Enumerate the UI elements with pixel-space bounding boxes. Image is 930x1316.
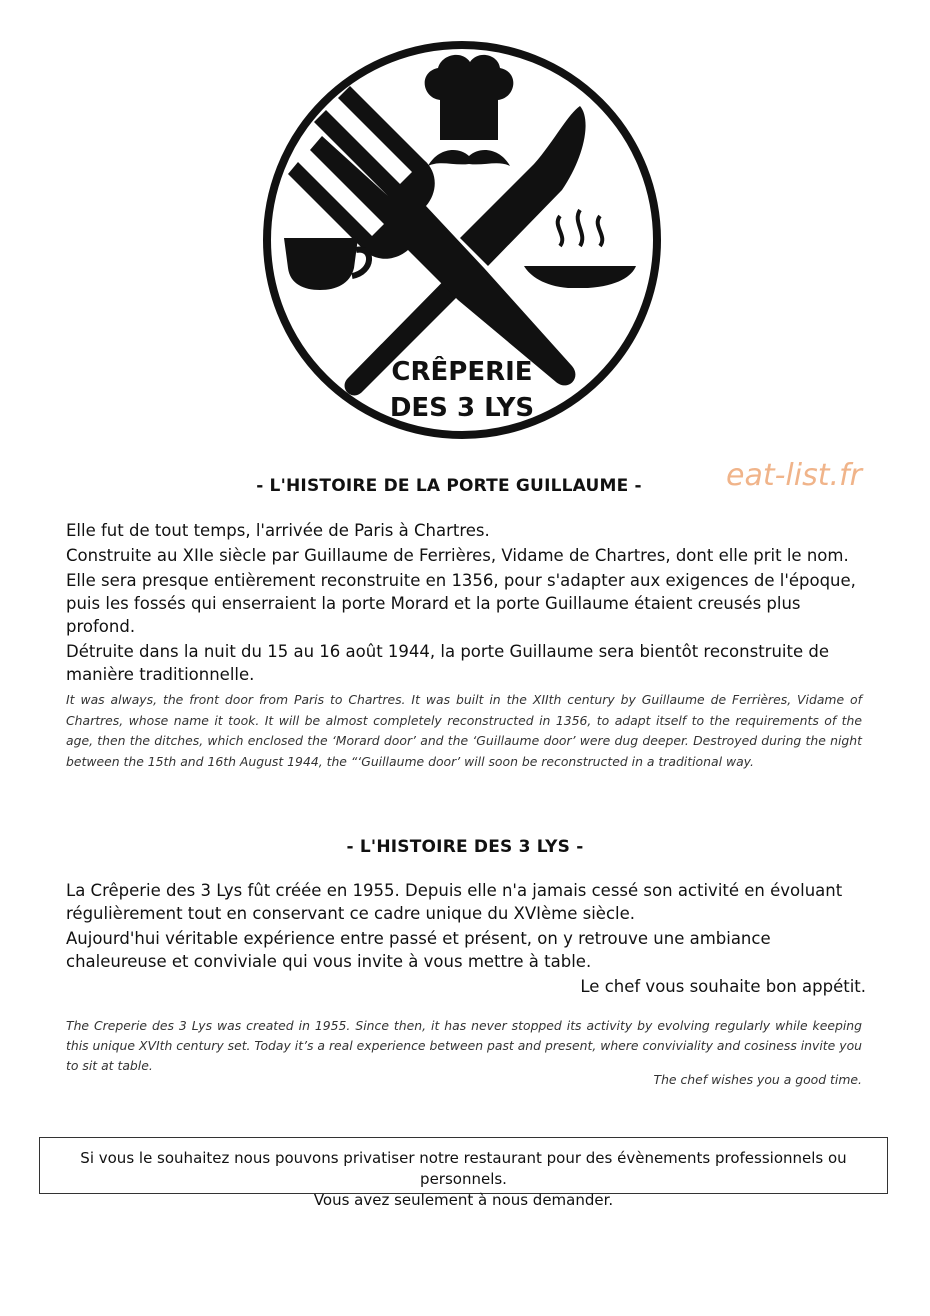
paragraph: La Crêperie des 3 Lys fût créée en 1955. Depuis elle n'a jamais cessé son activité en évoluant régulièrement tout en conservant ce cadre unique du XVIème siècle. [66,881,843,923]
mustache-icon [428,150,510,166]
section-2-english-text [66,1016,862,1076]
chef-signature: Le chef vous souhaite bon appétit. [580,977,866,996]
notice-line-1: Si vous le souhaitez nous pouvons privatiser notre restaurant pour des évènements professionnels ou personnels. [80,1149,847,1188]
chef-hat-icon [425,55,514,140]
logo-line-1: CRÊPERIE [391,357,533,387]
steaming-plate-icon [524,210,636,288]
paragraph: Construite au XIIe siècle par Guillaume de Ferrières, Vidame de Chartres, dont elle prit le nom. [66,546,849,565]
paragraph: Elle fut de tout temps, l'arrivée de Paris à Chartres. [66,521,490,540]
english-paragraph: The Creperie des 3 Lys was created in 1955. Since then, it has never stopped its activity by evolving regularly while keeping this unique XVIth century set. Today it’s a real experience between past and present, where conviviality and cosiness invite you to sit at table. [66,1018,862,1073]
watermark: eat-list.fr [726,458,862,493]
paragraph: Détruite dans la nuit du 15 au 16 août 1944, la porte Guillaume sera bientôt reconstruite de manière traditionnelle. [66,642,829,684]
coffee-cup-icon [284,238,369,290]
fork-icon [288,86,575,385]
private-event-notice [39,1137,888,1209]
section-1-title: - L'HISTOIRE DE LA PORTE GUILLAUME - [256,476,642,496]
section-2-title: - L'HISTOIRE DES 3 LYS - [346,837,584,857]
section-2-french-text [66,879,866,1000]
logo-line-2: DES 3 LYS [389,393,535,423]
section-1-english-text [66,690,862,772]
section-1-french-text [66,519,866,688]
paragraph: Aujourd'hui véritable expérience entre passé et présent, on y retrouve une ambiance chaleureuse et conviviale qui vous invite à vous mettre à table. [66,929,771,971]
restaurant-logo [262,40,662,440]
english-chef-signature: The chef wishes you a good time. [653,1072,862,1087]
notice-line-2: Vous avez seulement à nous demander. [313,1191,614,1209]
paragraph: Elle sera presque entièrement reconstruite en 1356, pour s'adapter aux exigences de l'époque, puis les fossés qui enserraient la porte Morard et la porte Guillaume étaient creusés plus profond. [66,571,856,636]
english-paragraph: It was always, the front door from Paris to Chartres. It was built in the XIIth century by Guillaume de Ferrières, Vidame of Chartres, whose name it took. It will be almost completely reconstructed in 1356, to adapt itself to the requirements of the age, then the ditches, which enclosed the ‘Morard door’ and the ‘Guillaume door’ were dug deeper. Destroyed during the night between the 15th and 16th August 1944, the “‘Guillaume door’ will soon be reconstructed in a traditional way. [66,692,862,769]
